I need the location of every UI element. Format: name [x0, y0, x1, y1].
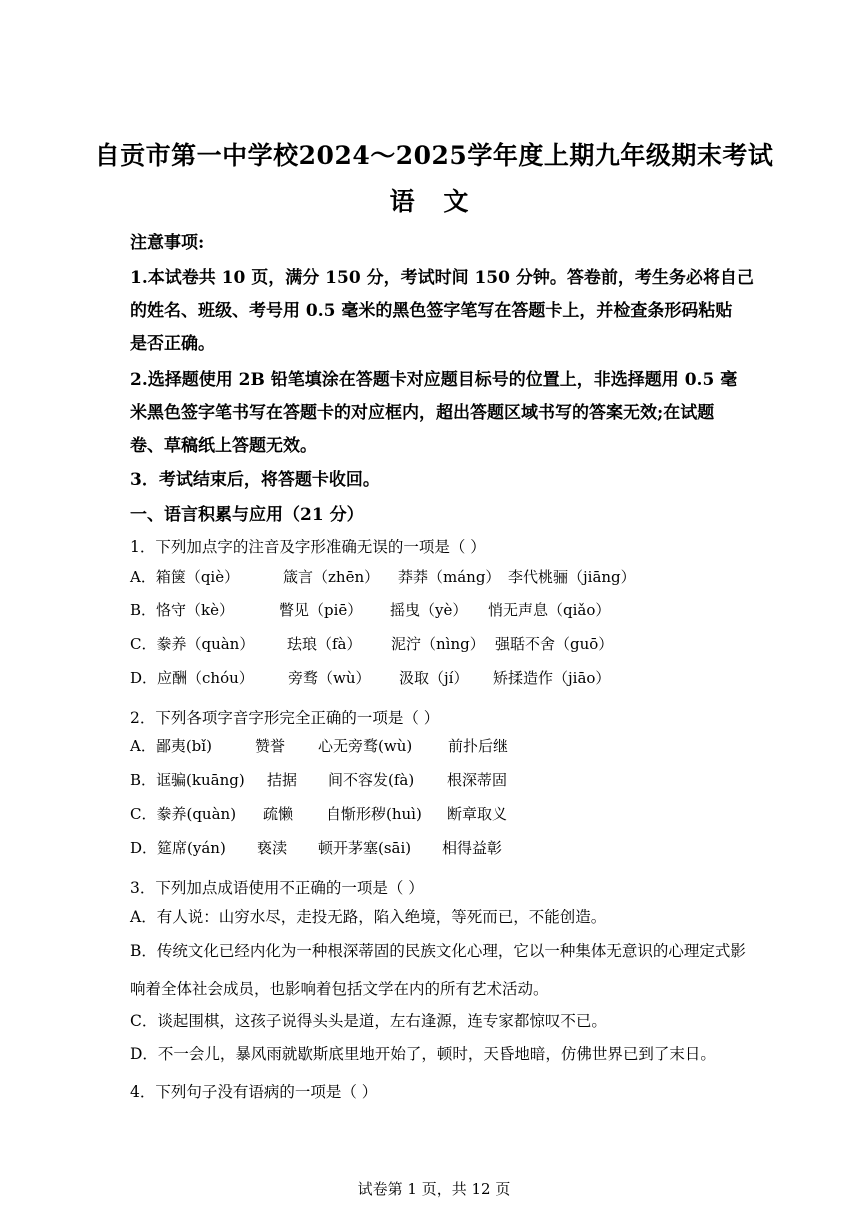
question-4-stem: 4．下列句子没有语病的一项是（ ） [130, 1083, 378, 1101]
subject-title: 语 文 [389, 187, 479, 216]
question-3-option-a: A．有人说：山穷水尽，走投无路，陷入绝境，等死而已，不能创造。 [130, 908, 607, 926]
notice-line: 米黑色签字笔书写在答题卡的对应框内，超出答题区域书写的答案无效;在试题 [130, 403, 715, 423]
exam-page: 自贡市第一中学校2024～2025学年度上期九年级期末考试 语 文 注意事项: 1.本试卷共 10 页，满分 150 分，考试时间 150 分钟。答卷前，考生务必将自己 的姓名、班级、考号用 0.5 毫米的黑色签字笔写在答题卡上，并检查条形码粘贴 是否正确。 2.选择题使用 2B 铅笔填涂在答题卡对应题目标号的位置上，非选择题用 0.5 毫 米黑色签字笔书写在答题卡的对应框内，超出答题区域书写的答案无效;在试题 卷、草稿纸上答题无效。 3．考试结束后，将答题卡收回。 一、语言积累与应用（21 分） 1．下列加点字的注音及字形准确无误的一项是（ ） A．箱箧（qiè） 箴言（zhēn） 莽莽（máng） 李代桃骊（jiāng） B．恪守（kè） 瞥见（piē） 摇曳（yè） 悄无声息（qiǎo） C．豢养（quàn） 珐琅（fà） 泥泞（nìng） 强聒不舍（guō） D．应酬（chóu） 旁骛（wù） 汲取（jí） 矫揉造作（jiāo） 2．下列各项字音字形完全正确的一项是（ ） A．鄙夷(bǐ) 赞誉 心无旁骛(wù) 前扑后继 B．诓骗(kuāng) 拮据 间不容发(fà) 根深蒂固 C．豢养(quàn) 疏懒 自惭形秽(huì) 断章取义 D．筵席(yán) 亵渎 顿开茅塞(sāi) 相得益彰 3．下列加点成语使用不正确的一项是（ ） A．有人说：山穷水尽，走投无路，陷入绝境，等死而已，不能创造。 B．传统文化已经内化为一种根深蒂固的民族文化心理，它以一种集体无意识的心理定式影 响着全体社会成员，也影响着包括文学在内的所有艺术活动。 C．谈起围棋，这孩子说得头头是道，左右逢源，连专家都惊叹不已。 D．不一会儿，暴风雨就歇斯底里地开始了，顿时，天昏地暗，仿佛世界已到了末日。 4．下列句子没有语病的一项是（ ） 试卷第 1 页，共 12 页 [0, 0, 868, 1227]
question-3-option-c: C．谈起围棋，这孩子说得头头是道，左右逢源，连专家都惊叹不已。 [130, 1012, 607, 1030]
question-3-option-d: D．不一会儿，暴风雨就歇斯底里地开始了，顿时，天昏地暗，仿佛世界已到了末日。 [130, 1045, 716, 1063]
question-2-stem: 2．下列各项字音字形完全正确的一项是（ ） [130, 709, 440, 727]
notice-line: 1.本试卷共 10 页，满分 150 分，考试时间 150 分钟。答卷前，考生务必将自己 [130, 268, 754, 288]
notice-heading: 注意事项: [130, 233, 205, 253]
question-3-option-b: B．传统文化已经内化为一种根深蒂固的民族文化心理，它以一种集体无意识的心理定式影 [130, 942, 746, 960]
notice-line: 的姓名、班级、考号用 0.5 毫米的黑色签字笔写在答题卡上，并检查条形码粘贴 [130, 301, 733, 321]
exam-title: 自贡市第一中学校2024～2025学年度上期九年级期末考试 [94, 141, 774, 170]
notice-line: 卷、草稿纸上答题无效。 [130, 436, 317, 456]
question-3-option-b-cont: 响着全体社会成员，也影响着包括文学在内的所有艺术活动。 [130, 980, 549, 998]
notice-line: 3．考试结束后，将答题卡收回。 [130, 470, 380, 490]
question-3-stem: 3．下列加点成语使用不正确的一项是（ ） [130, 879, 424, 897]
notice-line: 2.选择题使用 2B 铅笔填涂在答题卡对应题目标号的位置上，非选择题用 0.5 毫 [130, 370, 738, 390]
page-footer: 试卷第 1 页，共 12 页 [357, 1180, 511, 1198]
question-1-stem: 1．下列加点字的注音及字形准确无误的一项是（ ） [130, 538, 486, 556]
notice-line: 是否正确。 [130, 334, 215, 354]
section-heading: 一、语言积累与应用（21 分） [130, 505, 364, 525]
